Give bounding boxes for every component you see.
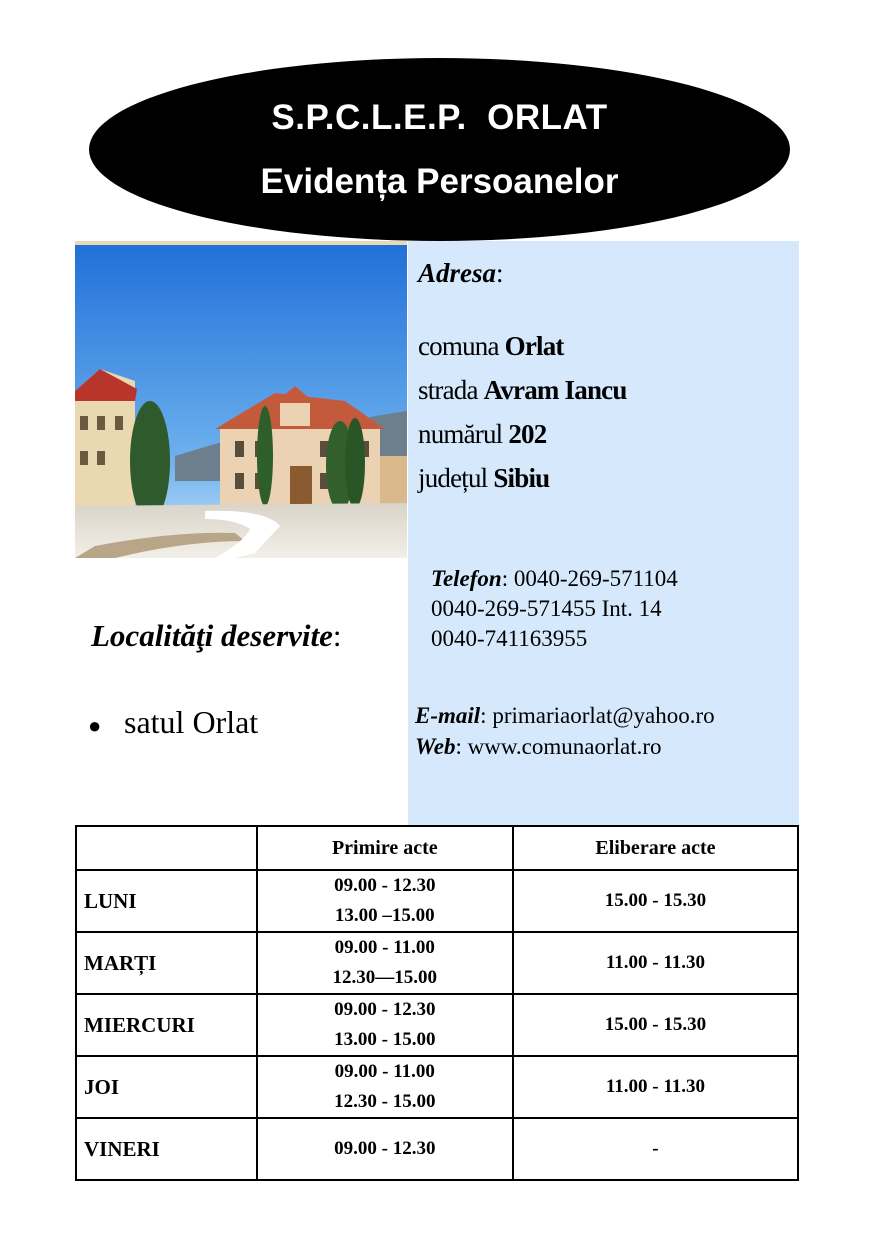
intake-interval: 09.00 - 12.30 [334,999,436,1020]
phone-block: Telefon: 0040-269-571104 0040-269-571455 Int. 14 0040-741163955 [431,566,678,651]
email-label: E-mail [415,703,481,728]
phone-number[interactable]: 0040-269-571455 Int. 14 [431,596,662,621]
address-county-value: Sibiu [493,463,550,493]
column-header: Primire acte [257,826,513,870]
web-label: Web [415,734,456,759]
bullet-icon: ● [88,712,102,738]
intake-cell [257,1118,513,1180]
table-row [76,932,798,994]
day-cell: MARȚI [76,932,257,994]
intake-interval: 09.00 - 11.00 [334,937,435,958]
intake-cell [257,870,513,932]
address-street [418,375,627,406]
day-cell: VINERI [76,1118,257,1180]
intake-cell [257,1056,513,1118]
intake-interval: 09.00 - 11.00 [334,1061,435,1082]
address-heading: Adresa: [418,258,504,288]
intake-interval: 12.30—15.00 [332,967,438,988]
address-street-prefix: strada [418,375,484,405]
day-cell: LUNI [76,870,257,932]
intake-cell [257,994,513,1056]
email-web-block: E-mail: primariaorlat@yahoo.ro Web: www.comunaorlat.ro [415,703,715,759]
town-hall-photo [75,241,407,558]
page-title: S.P.C.L.E.P. ORLAT [271,98,608,137]
table-header-row [76,826,798,870]
column-header: Eliberare acte [513,826,798,870]
email-link[interactable]: primariaorlat@yahoo.ro [492,703,715,728]
page-subtitle: Evidența Persoanelor [260,162,619,201]
release-cell: 15.00 - 15.30 [513,870,798,932]
intake-interval: 12.30 - 15.00 [334,1091,436,1112]
address-county [418,463,549,494]
schedule-table [75,825,799,1181]
column-header [76,826,257,870]
intake-interval: 13.00 - 15.00 [334,1029,436,1050]
intake-interval: 13.00 –15.00 [334,905,435,926]
release-cell: 15.00 - 15.30 [513,994,798,1056]
address-number [418,419,546,450]
header-ellipse [89,58,790,241]
localities-title: Localităţi deservite [91,618,333,653]
table-row [76,1118,798,1180]
intake-interval: 09.00 - 12.30 [334,1138,436,1159]
day-cell: MIERCURI [76,994,257,1056]
address-number-prefix: numărul [418,419,509,449]
table-row [76,870,798,932]
phone-label: Telefon [431,566,502,591]
locality-name: satul Orlat [124,704,259,740]
intake-interval: 09.00 - 12.30 [334,875,436,896]
phone-number[interactable]: 0040-269-571104 [513,566,678,591]
web-link[interactable]: www.comunaorlat.ro [467,734,662,759]
list-item [88,704,258,741]
address-label: Adresa [418,258,497,288]
release-cell: - [513,1118,798,1180]
release-cell: 11.00 - 11.30 [513,932,798,994]
address-number-value: 202 [508,419,547,449]
phone-number[interactable]: 0040-741163955 [431,626,588,651]
intake-cell [257,932,513,994]
address-street-value: Avram Iancu [483,375,627,405]
release-cell: 11.00 - 11.30 [513,1056,798,1118]
localities-heading: Localităţi deservite: [91,618,342,653]
address-county-prefix: județul [418,463,494,493]
address-commune-prefix: comuna [418,331,505,361]
table-row [76,1056,798,1118]
address-commune [418,331,564,362]
address-commune-value: Orlat [504,331,564,361]
day-cell: JOI [76,1056,257,1118]
table-row [76,994,798,1056]
